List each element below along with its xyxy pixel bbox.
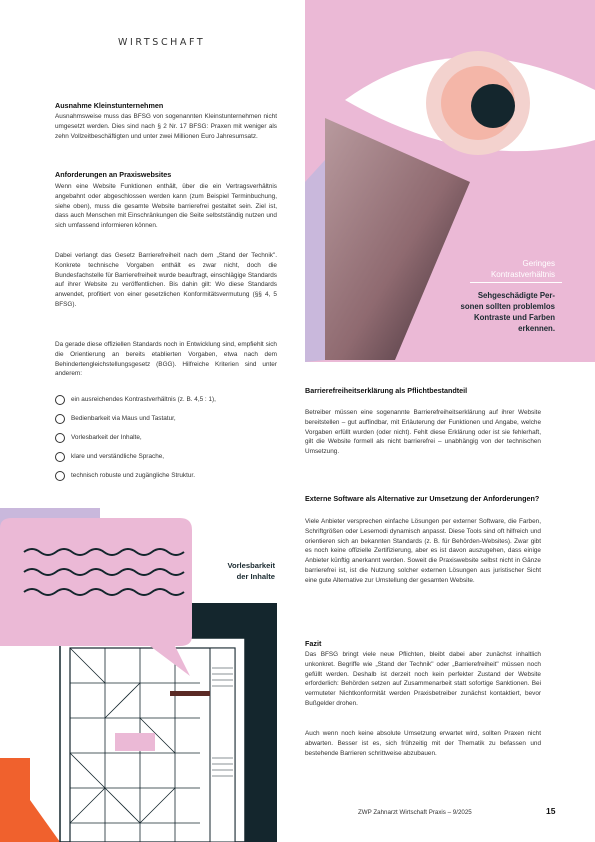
bullet-circle-icon	[55, 395, 65, 405]
caption-small	[491, 258, 555, 280]
readability-label-line: der Inhalte	[236, 571, 275, 581]
heading-external-software: Externe Software als Alternative zur Umsetzung der Anforderungen?	[305, 494, 540, 503]
heading-conclusion: Fazit	[305, 639, 322, 648]
criteria-list	[55, 394, 285, 489]
paragraph-requirements-3: Da gerade diese offiziellen Standards noch in Entwicklung sind, empfiehlt sich die Orientierung an bereits etablierten Vorgaben, etwa nach dem Behindertengleichstellungsgesetz (BGG). Hilfreiche Kriterien sind unter anderem:	[55, 341, 277, 378]
document-graphic	[60, 638, 245, 842]
readability-label-line: Vorlesbarkeit	[227, 561, 275, 570]
caption-small-line: Kontrastverhältnis	[490, 270, 555, 279]
pupil	[471, 84, 515, 128]
heading-requirements: Anforderungen an Praxiswebsites	[55, 170, 172, 179]
bullet-circle-icon	[55, 433, 65, 443]
section-label: WIRTSCHAFT	[118, 37, 206, 48]
list-item	[55, 413, 285, 432]
footer-publication: ZWP Zahnarzt Wirtschaft Praxis – 9/2025	[358, 809, 472, 816]
paragraph-requirements-1: Wenn eine Website Funktionen enthält, über die ein Vertragsverhältnis angebahnt oder abgeschlossen werden kann (zum Beispiel Terminbuchung, siehe oben), muss die gesamte Website barrierefrei gestaltet sein. Ziel ist, dass auch Menschen mit Einschränkungen die Seite selbstständig nutzen und sich umfassend informieren können.	[55, 183, 277, 230]
paragraph-conclusion-1: Das BFSG bringt viele neue Pflichten, bleibt dabei aber zunächst inhaltlich unkonkret. Begriffe wie „Stand der Technik" oder „Barrierefreiheit" müssen noch gefüllt werden. Deshalb ist derzeit noch kein perfekter Zustand der Website erforderlich: Behörden setzen auf Zusammenarbeit statt sofortige Sanktionen. Bei vermuteter Nichtkonformität werden Praxisbetreiber zunächst kontaktiert, bevor Bußgelder drohen.	[305, 651, 541, 707]
paragraph-requirements-2: Dabei verlangt das Gesetz Barrierefreiheit nach dem „Stand der Technik". Konkrete technische Vorgaben enthält es zwar nicht, doch die Bundesfachstelle für Barrierefreiheit wurde beauftragt, einschlägige Standards auf ihrer Website zu veröffentlichen. Bis dahin gilt: Wo diese Standards anwendet, profitiert von einer gesetzlichen Konformitätsvermutung (§§ 4, 5 BFSG).	[55, 252, 277, 308]
caption-big-line: sonen sollten problemlos	[460, 302, 555, 311]
paragraph-external-software: Viele Anbieter versprechen einfache Lösungen per externer Software, die Farben, Schriftgrößen oder Lesemodi dynamisch anpasst. Diese Tools sind oft hilfreich und orientieren sich an bekannten Standards (z. B. für Behörden-Websites). Zwar gibt es noch keine offizielle Zertifizierung, aber es ist davon auszugehen, dass einige Anbieter künftig anerkannt werden. Soweit die Praxiswebsite selbst nicht in Gänze barrierefrei ist, ist die Nutzung solcher externen Lösungen aus juristischer Sicht eine gute Alternative zur Umstellung der gesamten Website.	[305, 518, 541, 584]
caption-small-line: Geringes	[522, 259, 555, 268]
caption-big-line: Sehgeschädigte Per-	[477, 291, 555, 300]
paragraph-conclusion-2: Auch wenn noch keine absolute Umsetzung erwartet wird, sollten Praxen nicht abwarten. Besser ist es, sich frühzeitig mit der Thematik zu befassen und bestehende Barrieren schrittweise abzubauen.	[305, 730, 541, 757]
bullet-circle-icon	[55, 414, 65, 424]
list-item-text: technisch robuste und zugängliche Struktur.	[71, 472, 195, 479]
list-item	[55, 394, 285, 413]
heading-small-business: Ausnahme Kleinstunternehmen	[55, 101, 164, 110]
list-item-text: ein ausreichendes Kontrastverhältnis (z. B. 4,5 : 1),	[71, 396, 216, 403]
bullet-circle-icon	[55, 452, 65, 462]
caption-big-line: Kontraste und Farben	[473, 313, 555, 322]
heading-accessibility-statement: Barrierefreiheitserklärung als Pflichtbestandteil	[305, 386, 468, 395]
list-item	[55, 432, 285, 451]
list-item-text: Vorlesbarkeit der Inhalte,	[71, 434, 142, 441]
caption-big-line: erkennen.	[518, 324, 555, 333]
list-item-text: klare und verständliche Sprache,	[71, 453, 165, 460]
readability-label	[205, 561, 275, 582]
bullet-circle-icon	[55, 471, 65, 481]
list-item-text: Bedienbarkeit via Maus und Tastatur,	[71, 415, 176, 422]
screenreader-illustration	[0, 508, 277, 842]
page-number: 15	[546, 806, 556, 816]
paragraph-small-business: Ausnahmsweise muss das BFSG von sogenannten Kleinstunternehmen nicht umgesetzt werden. Dies sind nach § 2 Nr. 17 BFSG: Praxen mit weniger als zehn Vollzeitbeschäftigten und unter zwei Millionen Euro Jahresumsatz.	[55, 113, 277, 140]
paragraph-accessibility-statement: Betreiber müssen eine sogenannte Barrierefreiheitserklärung auf ihrer Website bereitstellen – gut auffindbar, mit Erläuterung der Funktionen und Angabe, welche Vorgaben erfüllt wurden (oder nicht). Fehlt diese Erklärung oder ist sie fehlerhaft, gilt die Website formell als nicht barrierefrei – unabhängig von der technischen Umsetzung.	[305, 409, 541, 456]
lavender-triangle	[305, 160, 325, 362]
caption-divider	[470, 282, 562, 283]
brown-bar	[170, 691, 210, 696]
orange-block	[0, 758, 30, 842]
list-item	[55, 451, 285, 470]
caption-big	[461, 290, 555, 334]
list-item	[55, 470, 285, 489]
